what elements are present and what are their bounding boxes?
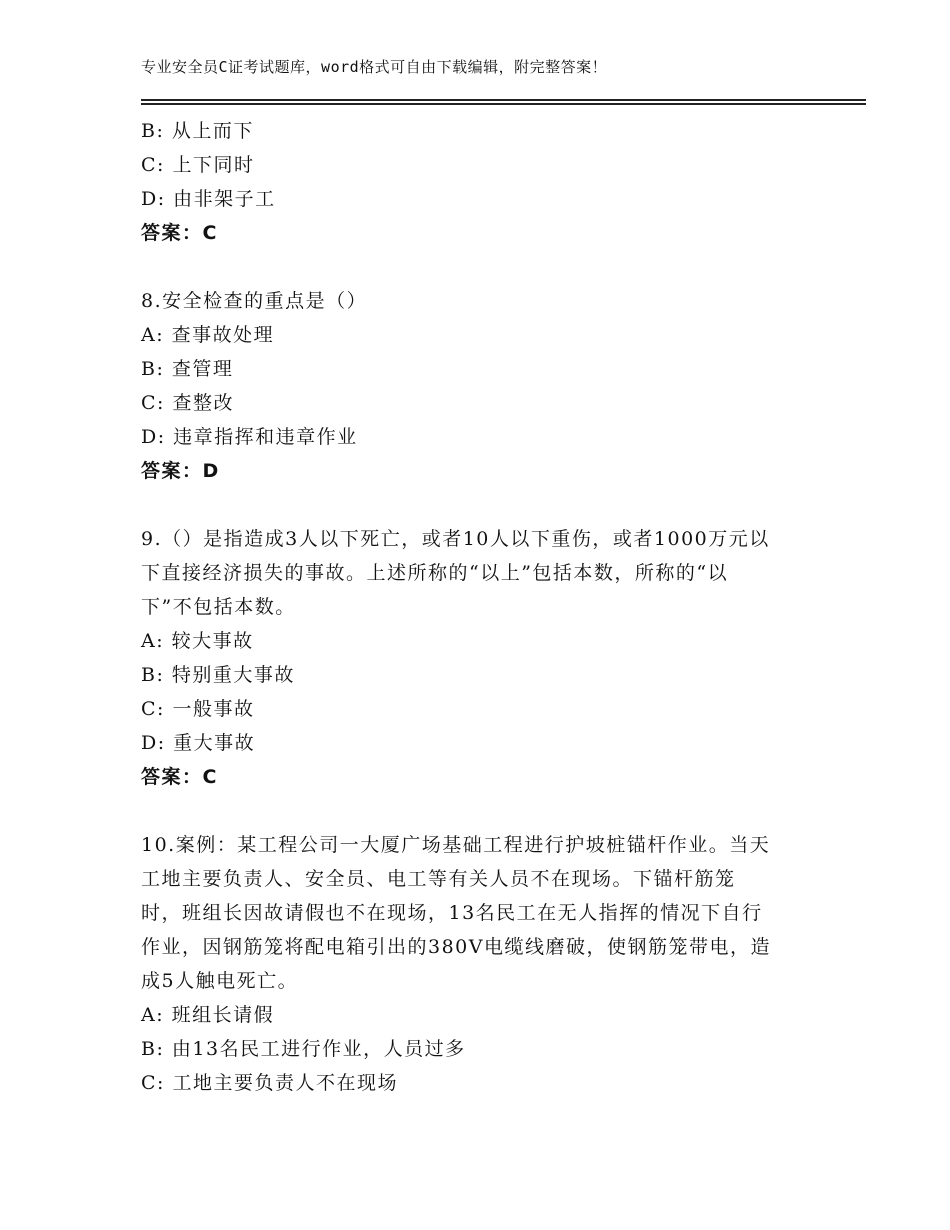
question-10-option-c: C: 工地主要负责人不在现场 — [141, 1072, 398, 1094]
spacer — [141, 250, 811, 284]
question-9-stem-line-3: 下”不包括本数。 — [141, 596, 296, 618]
question-8-answer: 答案：D — [141, 460, 220, 482]
question-10-stem-line-3: 时，班组长因故请假也不在现场，13名民工在无人指挥的情况下自行 — [141, 902, 763, 924]
question-content — [141, 114, 811, 1100]
spacer — [141, 488, 811, 522]
question-9-option-c: C: 一般事故 — [141, 698, 255, 720]
question-10-option-b: B: 由13名民工进行作业，人员过多 — [141, 1038, 466, 1060]
spacer — [141, 794, 811, 828]
question-10-stem-line-2: 工地主要负责人、安全员、电工等有关人员不在现场。下锚杆筋笼 — [141, 868, 736, 890]
header-divider-bottom — [141, 103, 866, 105]
question-9-option-d: D: 重大事故 — [141, 732, 256, 754]
option-b: B: 从上而下 — [141, 120, 254, 142]
answer-label: 答案：C — [141, 222, 218, 244]
question-9-option-b: B: 特别重大事故 — [141, 664, 295, 686]
question-8-stem: 8.安全检查的重点是（） — [141, 290, 368, 312]
question-9-stem-line-2: 下直接经济损失的事故。上述所称的“以上”包括本数，所称的“以 — [141, 562, 729, 584]
option-d: D: 由非架子工 — [141, 188, 276, 210]
question-10-stem-line-4: 作业，因钢筋笼将配电箱引出的380V电缆线磨破，使钢筋笼带电，造 — [141, 936, 771, 958]
question-8-option-c: C: 查整改 — [141, 392, 234, 414]
page-header: 专业安全员C证考试题库，word格式可自由下载编辑，附完整答案！ — [141, 58, 608, 76]
question-8-option-a: A: 查事故处理 — [141, 324, 275, 346]
question-10-stem-line-1: 10.案例：某工程公司一大厦广场基础工程进行护坡桩锚杆作业。当天 — [141, 834, 771, 856]
question-8-option-b: B: 查管理 — [141, 358, 234, 380]
option-c: C: 上下同时 — [141, 154, 255, 176]
question-9-answer: 答案：C — [141, 766, 218, 788]
header-divider-top — [141, 99, 866, 101]
question-10-option-a: A: 班组长请假 — [141, 1004, 275, 1026]
question-10-stem-line-5: 成5人触电死亡。 — [141, 970, 299, 992]
question-8-option-d: D: 违章指挥和违章作业 — [141, 426, 358, 448]
question-9-stem-line-1: 9.（）是指造成3人以下死亡，或者10人以下重伤，或者1000万元以 — [141, 528, 770, 550]
question-9-option-a: A: 较大事故 — [141, 630, 254, 652]
